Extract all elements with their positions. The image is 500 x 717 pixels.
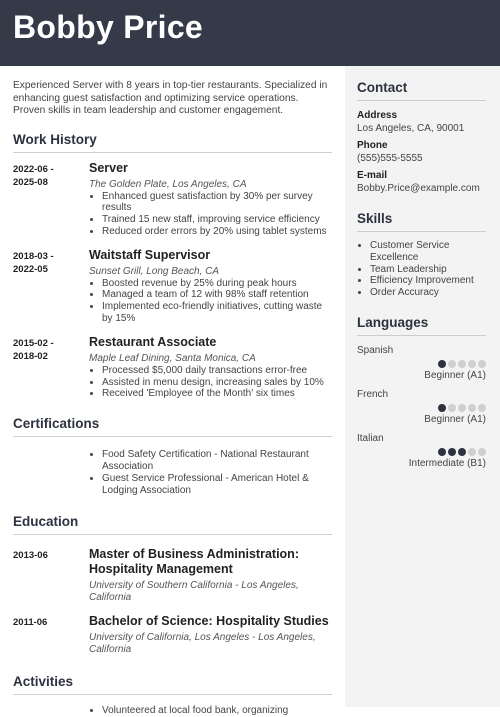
education-date: 2013-06 (13, 550, 48, 562)
skills-title: Skills (357, 211, 486, 232)
rating-dot-empty (448, 360, 456, 368)
job-bullets (89, 365, 332, 400)
rating-dot-empty (448, 404, 456, 412)
bullet: • Trained 15 new staff, improving service efficiency (102, 214, 332, 226)
skill-item: • Order Accuracy (370, 287, 486, 299)
main-column (13, 80, 332, 717)
work-entry (13, 161, 332, 238)
rating-dot-filled (438, 448, 446, 456)
job-title: Restaurant Associate (89, 334, 217, 349)
rating-dot-empty (478, 360, 486, 368)
bullet: • Implemented eco-friendly initiatives, cutting waste by 15% (102, 301, 332, 325)
work-entry (13, 335, 332, 400)
phone-label: Phone (357, 140, 388, 151)
rating-dot-empty (468, 448, 476, 456)
bullet: • Received 'Employee of the Month' six times (102, 388, 332, 400)
degree: Master of Business Administration: Hospitality Management (89, 547, 299, 577)
header-banner (0, 0, 500, 66)
school: University of Southern California - Los Angeles, California (89, 580, 299, 604)
rating-dot-empty (458, 360, 466, 368)
language-rating (357, 403, 486, 412)
language-name: Italian (357, 432, 384, 444)
employer: Sunset Grill, Long Beach, CA (89, 265, 220, 277)
rating-dot-filled (448, 448, 456, 456)
education-date: 2011-06 (13, 617, 48, 629)
school: University of California, Los Angeles - Los Angeles, California (89, 632, 316, 656)
phone-value: (555)555-5555 (357, 153, 423, 164)
bullet: • Managed a team of 12 with 98% staff retention (102, 289, 332, 301)
activities-list (89, 705, 332, 717)
rating-dot-empty (458, 404, 466, 412)
language-name: French (357, 388, 389, 400)
work-dates: 2018-03 - 2022-05 (13, 250, 54, 275)
certification-item: • Guest Service Professional - American Hotel & Lodging Association (102, 473, 332, 497)
language-level: Intermediate (B1) (408, 457, 486, 469)
job-bullets (89, 278, 332, 325)
language-level: Beginner (A1) (424, 369, 486, 381)
skill-item: • Team Leadership (370, 264, 486, 276)
rating-dot-empty (468, 404, 476, 412)
skills-list (357, 240, 486, 299)
languages-list (357, 345, 486, 469)
languages-title: Languages (357, 315, 486, 336)
work-history-title: Work History (13, 132, 332, 153)
skill-item: • Customer Service Excellence (370, 240, 486, 264)
degree: Bachelor of Science: Hospitality Studies (89, 614, 329, 629)
certifications-title: Certifications (13, 416, 332, 437)
education-entry (13, 614, 332, 656)
language-rating (357, 447, 486, 456)
employer: The Golden Plate, Los Angeles, CA (89, 178, 247, 190)
activity-item: • Volunteered at local food bank, organizing (102, 705, 332, 717)
summary: Experienced Server with 8 years in top-tier restaurants. Specialized in enhancing guest satisfaction and optimizing service operations. Proven skills in team leadership and customer engagement. (13, 80, 328, 116)
education-title: Education (13, 514, 332, 535)
email-value: Bobby.Price@example.com (357, 183, 480, 194)
address-label: Address (357, 110, 398, 121)
bullet: • Assisted in menu design, increasing sales by 10% (102, 377, 332, 389)
email-label: E-mail (357, 170, 388, 181)
language-item (357, 433, 486, 469)
rating-dot-filled (438, 404, 446, 412)
employer: Maple Leaf Dining, Santa Monica, CA (89, 352, 256, 364)
activities-title: Activities (13, 674, 332, 695)
education-entry (13, 547, 332, 604)
work-dates: 2015-02 - 2018-02 (13, 337, 54, 362)
address-value: Los Angeles, CA, 90001 (357, 123, 465, 134)
rating-dot-empty (478, 404, 486, 412)
certification-item: • Food Safety Certification - National Restaurant Association (102, 449, 332, 473)
rating-dot-empty (468, 360, 476, 368)
language-item (357, 389, 486, 425)
work-entry (13, 248, 332, 325)
job-bullets (89, 191, 332, 238)
language-item (357, 345, 486, 381)
job-title: Waitstaff Supervisor (89, 247, 211, 262)
rating-dot-filled (458, 448, 466, 456)
job-title: Server (89, 160, 128, 175)
rating-dot-empty (478, 448, 486, 456)
contact-title: Contact (357, 80, 486, 101)
bullet: • Processed $5,000 daily transactions error-free (102, 365, 332, 377)
bullet: • Boosted revenue by 25% during peak hours (102, 278, 332, 290)
certifications-list (89, 449, 332, 496)
candidate-name: Bobby Price (13, 9, 204, 45)
bullet: • Reduced order errors by 20% using tablet systems (102, 226, 332, 238)
rating-dot-filled (438, 360, 446, 368)
bullet: • Enhanced guest satisfaction by 30% per survey results (102, 191, 332, 215)
work-dates: 2022-06 - 2025-08 (13, 163, 54, 188)
sidebar (345, 66, 500, 707)
skill-item: • Efficiency Improvement (370, 275, 486, 287)
language-level: Beginner (A1) (424, 413, 486, 425)
language-name: Spanish (357, 344, 394, 356)
language-rating (357, 359, 486, 368)
